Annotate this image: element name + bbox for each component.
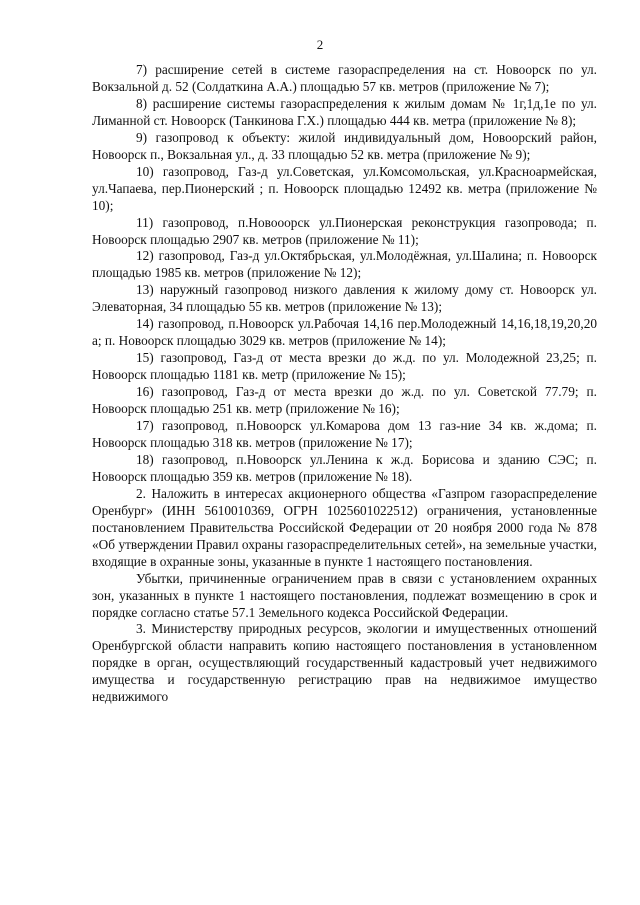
page-number: 2 <box>316 37 324 52</box>
paragraph-item-15: 15) газопровод, Газ-д от места врезки до ж.д. по ул. Молодежной 23,25; п. Новоорск площадью 1181 кв. метр (приложение № 15); <box>92 350 597 383</box>
paragraph-item-10: 10) газопровод, Газ-д ул.Советская, ул.Комсомольская, ул.Красноармейская, ул.Чапаева, пер.Пионерский ; п. Новоорск площадью 12492 кв. метра (приложение № 10); <box>92 163 597 213</box>
paragraph-item-7: 7) расширение сетей в системе газораспределения на ст. Новоорск по ул. Вокзальной д. 52 (Солдаткина А.А.) площадью 57 кв. метров (приложение № 7); <box>92 62 597 94</box>
paragraph-item-13: 13) наружный газопровод низкого давления к жилому дому ст. Новоорск ул. Элеваторная, 34 площадью 55 кв. метров (приложение № 13); <box>92 282 597 315</box>
paragraph-item-12: 12) газопровод, Газ-д ул.Октябрьская, ул.Молодёжная, ул.Шалина; п. Новоорск площадью 1985 кв. метров (приложение № 12); <box>92 248 597 281</box>
paragraph-losses: Убытки, причиненные ограничением прав в связи с установлением охранных зон, указанных в пункте 1 настоящего постановления, подлежат возмещению в срок и порядке согласно статье 57.1 Земельного кодекса Российской Федерации. <box>92 570 597 620</box>
paragraph-section-2: 2. Наложить в интересах акционерного общества «Газпром газораспределение Оренбург» (ИНН 5610010369, ОГРН 1025601022512) ограничения, установленные постановлением Правительства Российской Федерации от 20 ноября 2000 года № 878 «Об утверждении Правил охраны газораспределительных сетей», на земельные участки, входящие в охранные зоны, указанные в пункте 1 настоящего постановления. <box>92 485 597 569</box>
paragraph-item-14: 14) газопровод, п.Новоорск ул.Рабочая 14,16 пер.Молодежный 14,16,18,19,20,20 а; п. Новоорск площадью 3029 кв. метров (приложение № 14); <box>92 316 597 349</box>
paragraph-item-18: 18) газопровод, п.Новоорск ул.Ленина к ж.д. Борисова и зданию СЭС; п. Новоорск площадью 359 кв. метров (приложение № 18). <box>92 451 597 484</box>
paragraph-item-11: 11) газопровод, п.Новооорск ул.Пионерская реконструкция газопровода; п. Новоорск площадью 2907 кв. метров (приложение № 11); <box>92 214 597 247</box>
paragraph-item-17: 17) газопровод, п.Новоорск ул.Комарова дом 13 газ-ние 34 кв. ж.дома; п. Новоорск площадью 318 кв. метров (приложение № 17); <box>92 418 597 450</box>
paragraph-item-8: 8) расширение системы газораспределения к жилым домам № 1г,1д,1е по ул. Лиманной ст. Новоорск (Танкинова Г.Х.) площадью 444 кв. метра (приложение № 8); <box>92 95 597 128</box>
paragraph-section-3: 3. Министерству природных ресурсов, экологии и имущественных отношений Оренбургской области направить копию настоящего постановления в установленном порядке в орган, осуществляющий государственный кадастровый учет недвижимого имущества и государственную регистрацию прав на недвижимое имущество недвижимого <box>92 621 597 705</box>
paragraph-item-16: 16) газопровод, Газ-д от места врезки до ж.д. по ул. Советской 77.79; п. Новоорск площадью 251 кв. метр (приложение № 16); <box>92 384 597 417</box>
document-body <box>92 62 597 706</box>
paragraph-item-9: 9) газопровод к объекту: жилой индивидуальный дом, Новоорский район, Новоорск п., Вокзальная ул., д. 33 площадью 52 кв. метра (приложение № 9); <box>92 129 597 162</box>
